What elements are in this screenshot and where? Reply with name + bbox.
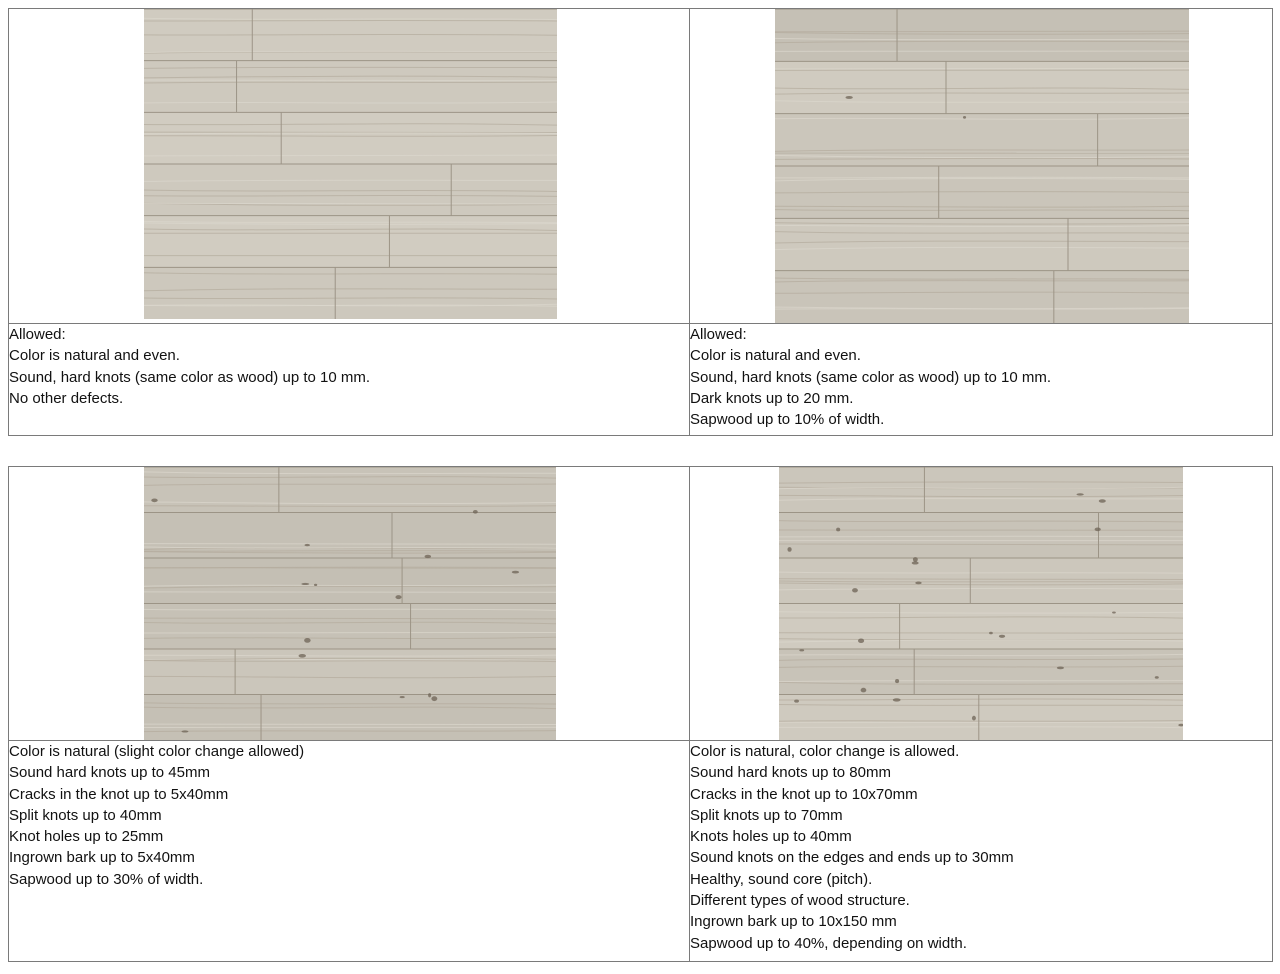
description-line: Cracks in the knot up to 5x40mm	[9, 785, 229, 803]
oak-floor-photo	[144, 467, 556, 740]
grain-line	[775, 210, 1189, 211]
description-line: Sound hard knots up to 45mm	[9, 764, 210, 782]
plank	[779, 604, 1183, 650]
knot	[794, 700, 799, 703]
plank	[779, 695, 1183, 741]
knot	[836, 528, 840, 532]
grade-table-bottom	[8, 466, 1273, 962]
plank	[775, 9, 1189, 61]
grain-line	[779, 666, 1183, 667]
wood-texture	[144, 467, 556, 740]
knot	[1095, 527, 1101, 531]
knot	[858, 638, 864, 643]
grain-line	[775, 153, 1189, 154]
knot	[972, 716, 976, 721]
knot	[1099, 499, 1106, 503]
knot	[512, 571, 519, 574]
grain-line	[144, 506, 556, 507]
description-line: Ingrown bark up to 5x40mm	[9, 849, 195, 867]
grain-line	[144, 20, 557, 21]
description-line: Different types of wood structure.	[690, 892, 910, 910]
photo-cell-grade-4	[690, 467, 1273, 741]
description-line: Sound knots on the edges and ends up to 30mm	[690, 849, 1014, 867]
grade-description	[690, 741, 1273, 962]
knot	[473, 510, 478, 514]
knot	[299, 654, 306, 658]
plank	[779, 467, 1183, 513]
knot	[963, 116, 966, 119]
knot	[1057, 666, 1064, 669]
knot	[787, 547, 791, 552]
photo-cell-grade-3	[9, 467, 690, 741]
plank	[144, 695, 556, 741]
description-line: Knots holes up to 40mm	[690, 828, 852, 846]
knot	[1076, 493, 1083, 495]
description-line: Color is natural (slight color change allowed)	[9, 743, 305, 760]
knot	[181, 730, 188, 732]
description-line: Sapwood up to 40%, depending on width.	[690, 934, 967, 952]
knot	[304, 638, 311, 643]
grain-line	[775, 68, 1189, 69]
oak-floor-photo	[779, 467, 1183, 740]
grain-line	[779, 540, 1183, 541]
knot	[845, 96, 852, 99]
plank	[144, 164, 557, 216]
grade-table-top	[8, 8, 1273, 436]
knot	[913, 557, 918, 562]
knot	[428, 693, 431, 697]
description-line: Knot holes up to 25mm	[9, 828, 164, 846]
knot	[1112, 611, 1116, 613]
oak-floor-photo	[775, 9, 1189, 323]
grain-line	[144, 568, 556, 569]
description-line: Sound, hard knots (same color as wood) up to 10 mm.	[690, 368, 1052, 386]
plank	[779, 513, 1183, 559]
photo-cell-grade-2	[690, 9, 1273, 324]
knot	[912, 561, 919, 564]
knot	[425, 555, 432, 558]
knot	[895, 679, 899, 683]
description-line: Allowed:	[690, 326, 747, 343]
plank	[779, 558, 1183, 604]
grain-line	[775, 51, 1189, 52]
grain-line	[144, 544, 556, 545]
knot	[395, 595, 401, 599]
grade-description	[9, 324, 690, 436]
grain-line	[775, 177, 1189, 178]
knot	[893, 698, 901, 701]
description-line: Color is natural, color change is allowed.	[690, 743, 960, 760]
plank	[144, 61, 557, 113]
grain-line	[779, 579, 1183, 580]
knot	[305, 544, 310, 546]
grain-line	[775, 31, 1189, 32]
knot	[431, 696, 437, 701]
plank	[144, 267, 557, 319]
description-line: Sound, hard knots (same color as wood) up to 10 mm.	[9, 368, 371, 386]
description-line: Split knots up to 70mm	[690, 806, 843, 824]
knot	[301, 583, 309, 585]
knot	[151, 498, 157, 502]
grade-description	[9, 741, 690, 962]
wood-texture	[775, 9, 1189, 323]
plank	[144, 558, 556, 604]
grain-line	[144, 632, 556, 633]
knot	[799, 649, 804, 651]
knot	[861, 688, 867, 693]
grain-line	[779, 536, 1183, 537]
description-line: Allowed:	[9, 326, 66, 343]
description-line: Healthy, sound core (pitch).	[690, 870, 873, 888]
description-line: Color is natural and even.	[9, 347, 180, 365]
wood-texture	[779, 467, 1183, 740]
description-line: No other defects.	[9, 389, 124, 407]
oak-floor-photo	[144, 9, 557, 319]
knot	[852, 588, 858, 592]
description-line: Sapwood up to 30% of width.	[9, 870, 204, 888]
description-line: Color is natural and even.	[690, 347, 861, 365]
knot	[400, 696, 405, 698]
description-line: Sapwood up to 10% of width.	[690, 411, 885, 429]
knot	[314, 584, 317, 586]
description-line: Sound hard knots up to 80mm	[690, 764, 891, 782]
wood-texture	[144, 9, 557, 319]
description-line: Cracks in the knot up to 10x70mm	[690, 785, 918, 803]
description-line: Split knots up to 40mm	[9, 806, 162, 824]
description-line: Ingrown bark up to 10x150 mm	[690, 913, 897, 931]
knot	[915, 582, 922, 585]
knot	[1155, 676, 1159, 679]
photo-cell-grade-1	[9, 9, 690, 324]
grade-description	[690, 324, 1273, 436]
knot	[989, 632, 993, 635]
knot	[999, 635, 1005, 638]
description-line: Dark knots up to 20 mm.	[690, 389, 854, 407]
